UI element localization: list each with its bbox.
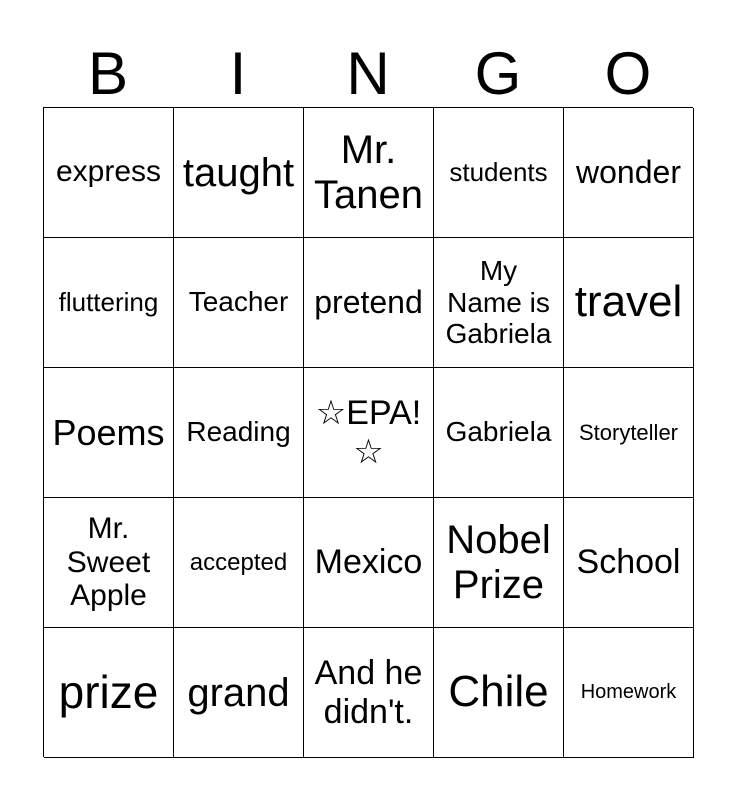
- cell-text: Nobel Prize: [446, 517, 551, 607]
- bingo-cell-r4c1[interactable]: [44, 498, 174, 628]
- cell-text: grand: [187, 670, 290, 715]
- cell-text: Teacher: [188, 286, 289, 318]
- cell-text: School: [576, 542, 681, 581]
- bingo-cell-r5c5[interactable]: [564, 628, 694, 758]
- cell-text: pretend: [314, 284, 423, 321]
- bingo-cell-r5c4[interactable]: [434, 628, 564, 758]
- cell-text: Homework: [580, 681, 677, 703]
- bingo-cell-r3c3[interactable]: [304, 368, 434, 498]
- bingo-cell-r4c4[interactable]: [434, 498, 564, 628]
- cell-text: Mr. Tanen: [314, 127, 423, 217]
- bingo-cell-r1c1[interactable]: [44, 108, 174, 238]
- cell-text: ☆EPA! ☆: [315, 394, 422, 471]
- bingo-cell-r3c4[interactable]: [434, 368, 564, 498]
- bingo-cell-r2c3[interactable]: [304, 238, 434, 368]
- bingo-cell-r3c1[interactable]: [44, 368, 174, 498]
- bingo-cell-r2c1[interactable]: [44, 238, 174, 368]
- bingo-cell-r5c2[interactable]: [174, 628, 304, 758]
- cell-text: Mexico: [314, 542, 423, 581]
- cell-text: Reading: [186, 416, 291, 448]
- cell-text: Mr. Sweet Apple: [66, 512, 151, 613]
- bingo-cell-r3c5[interactable]: [564, 368, 694, 498]
- bingo-cell-r1c4[interactable]: [434, 108, 564, 238]
- bingo-cell-r4c2[interactable]: [174, 498, 304, 628]
- bingo-cell-r5c1[interactable]: [44, 628, 174, 758]
- bingo-header: [43, 40, 693, 108]
- cell-text: Storyteller: [578, 419, 679, 445]
- cell-text: prize: [58, 666, 159, 719]
- cell-text: fluttering: [58, 286, 159, 317]
- header-letter-n: N: [346, 40, 390, 107]
- bingo-cell-r4c3[interactable]: [304, 498, 434, 628]
- cell-text: travel: [574, 277, 683, 327]
- cell-text: And he didn't.: [314, 654, 423, 731]
- cell-text: Gabriela: [445, 416, 552, 448]
- bingo-cell-r1c2[interactable]: [174, 108, 304, 238]
- cell-text: accepted: [189, 548, 288, 576]
- bingo-card-grid: [43, 107, 693, 757]
- bingo-cell-r2c4[interactable]: [434, 238, 564, 368]
- bingo-cell-r3c2[interactable]: [174, 368, 304, 498]
- header-letter-o: O: [604, 40, 652, 107]
- bingo-cell-r2c2[interactable]: [174, 238, 304, 368]
- bingo-cell-r4c5[interactable]: [564, 498, 694, 628]
- cell-text: taught: [182, 150, 295, 195]
- header-letter-b: B: [87, 40, 129, 107]
- cell-text: My Name is Gabriela: [445, 255, 552, 350]
- header-letter-i: I: [229, 40, 247, 107]
- cell-text: Poems: [52, 411, 165, 453]
- bingo-cell-r1c3[interactable]: [304, 108, 434, 238]
- cell-text: Chile: [448, 667, 549, 717]
- header-letter-g: G: [474, 40, 522, 107]
- bingo-cell-r2c5[interactable]: [564, 238, 694, 368]
- bingo-cell-r5c3[interactable]: [304, 628, 434, 758]
- cell-text: express: [55, 155, 162, 189]
- cell-text: wonder: [576, 154, 681, 191]
- cell-text: students: [449, 156, 548, 187]
- bingo-cell-r1c5[interactable]: [564, 108, 694, 238]
